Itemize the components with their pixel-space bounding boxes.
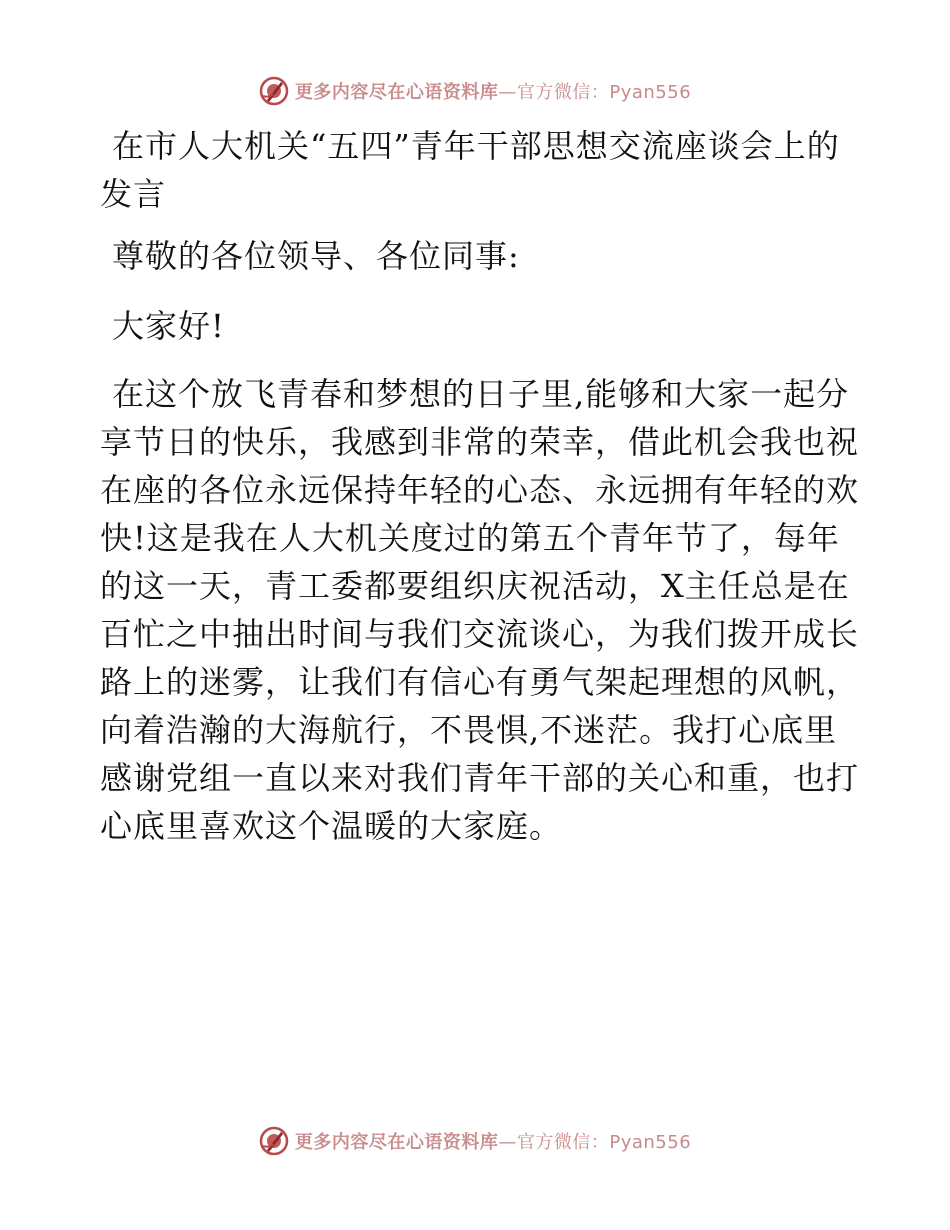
salutation: 尊敬的各位领导、各位同事: bbox=[112, 237, 520, 275]
watermark-account-text: —官方微信：Pyan556 bbox=[498, 1132, 692, 1153]
watermark-brand-text: 更多内容尽在心语资料库 bbox=[294, 1132, 499, 1153]
header-watermark-banner bbox=[0, 71, 950, 111]
body-paragraph: 在这个放飞青春和梦想的日子里,能够和大家一起分享节日的快乐，我感到非常的荣幸，借此机会我也祝在座的各位永远保持年轻的心态、永远拥有年轻的欢快!这是我在人大机关度过的第五个青年节了，每年的这一天，青工委都要组织庆祝活动，X主任总是在百忙之中抽出时间与我们交流谈心，为我们拨开成长路上的迷雾，让我们有信心有勇气架起理想的风帆，向着浩瀚的大海航行，不畏惧,不迷茫。我打心底里感谢党组一直以来对我们青年干部的关心和重，也打心底里喜欢这个温暖的大家庭。 bbox=[100, 375, 860, 845]
watermark-account-text: —官方微信：Pyan556 bbox=[498, 82, 692, 103]
quill-seal-logo-icon bbox=[259, 1126, 289, 1156]
document-title: 在市人大机关“五四”青年干部思想交流座谈会上的发言 bbox=[100, 127, 840, 213]
document-content bbox=[100, 122, 860, 850]
footer-watermark-banner bbox=[0, 1121, 950, 1161]
quill-seal-logo-icon bbox=[259, 76, 289, 106]
watermark-brand-text: 更多内容尽在心语资料库 bbox=[294, 82, 499, 103]
greeting: 大家好! bbox=[112, 307, 225, 345]
